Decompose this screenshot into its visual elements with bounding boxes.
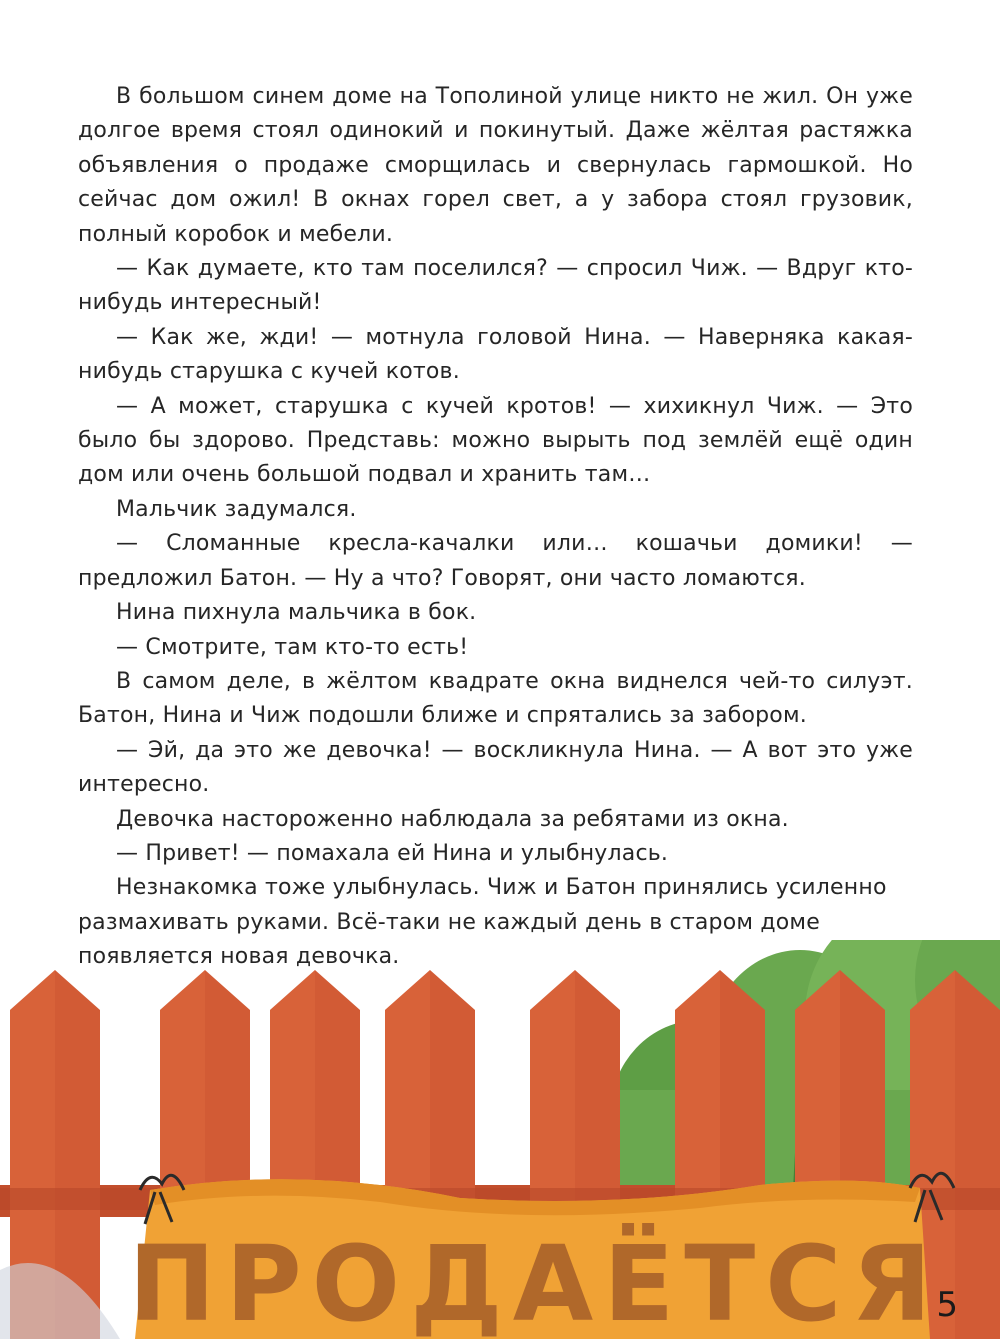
paragraph: В большом синем доме на Тополиной улице никто не жил. Он уже долгое время стоял одинокий и покинутый. Даже жёлтая растяжка объявления о продаже сморщилась и свернулась гармошкой. Но сейчас дом ожил! В окнах горел свет, а у забора стоял грузовик, полный коробок и мебели. [78,84,913,247]
paragraph: Нина пихнула мальчика в бок. [116,600,477,626]
paragraph: — Как думаете, кто там поселился? — спросил Чиж. — Вдруг кто-нибудь интересный! [78,256,913,316]
banner-text: ПРОДАЁТСЯ [128,1223,942,1339]
paragraph: — А может, старушка с кучей кротов! — хихикнул Чиж. — Это было бы здорово. Представь: можно вырыть под землёй ещё один дом или очень большой подвал и хранить там… [78,393,913,488]
story-text [78,80,913,975]
fence-illustration [0,940,1000,1339]
paragraph: — Как же, жди! — мотнула головой Нина. — Наверняка какая-нибудь старушка с кучей котов. [78,324,913,385]
paragraph: Мальчик задумался. [116,496,357,522]
paragraph: В самом деле, в жёлтом квадрате окна виднелся чей-то силуэт. Батон, Нина и Чиж подошли ближе и спрятались за забором. [78,668,913,729]
paragraph: — Привет! — помахала ей Нина и улыбнулась. [116,840,669,866]
paragraph: — Смотрите, там кто-то есть! [116,634,469,660]
paragraph: Незнакомка тоже улыбнулась. Чиж и Батон принялись усиленно размахивать руками. Всё-таки не каждый день в старом доме появляется новая девочка. [78,875,887,970]
paragraph: — Сломанные кресла-качалки или… кошачьи домики! — предложил Батон. — Ну а что? Говорят, они часто ломаются. [78,531,913,591]
paragraph: Девочка настороженно наблюдала за ребятами из окна. [116,806,789,832]
paragraph: — Эй, да это же девочка! — воскликнула Нина. — А вот это уже интересно. [78,737,913,798]
page-number: 5 [936,1285,958,1325]
